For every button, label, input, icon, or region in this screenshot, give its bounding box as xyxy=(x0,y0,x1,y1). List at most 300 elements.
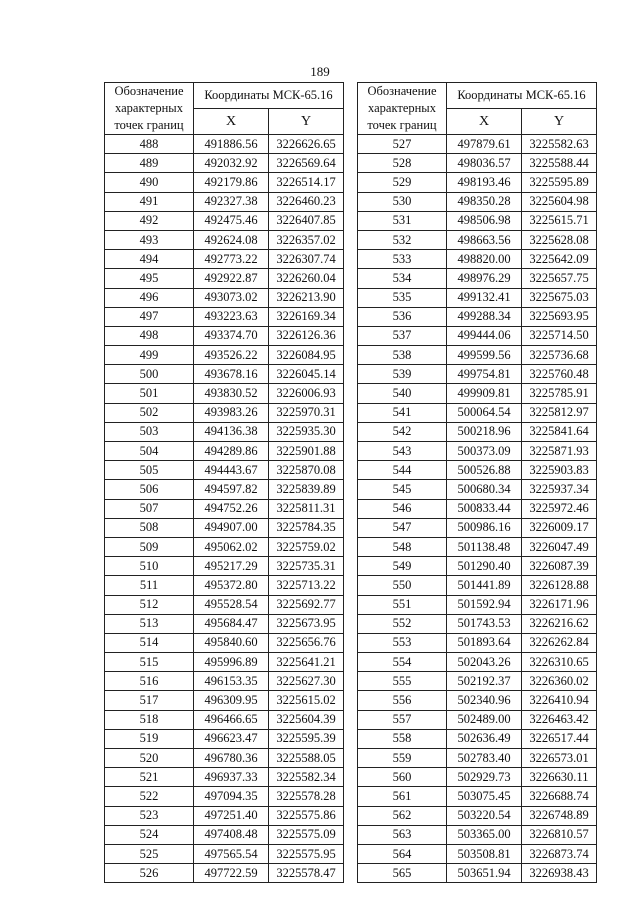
point-number-cell: 542 xyxy=(358,422,447,441)
x-coordinate-cell: 496937.33 xyxy=(194,768,269,787)
point-number-cell: 505 xyxy=(105,461,194,480)
x-coordinate-cell: 495528.54 xyxy=(194,595,269,614)
x-coordinate-cell: 502783.40 xyxy=(447,749,522,768)
x-coordinate-cell: 503508.81 xyxy=(447,844,522,863)
point-number-cell: 539 xyxy=(358,365,447,384)
table-row xyxy=(358,230,597,249)
point-number-cell: 529 xyxy=(358,173,447,192)
x-coordinate-cell: 502489.00 xyxy=(447,710,522,729)
point-number-cell: 492 xyxy=(105,211,194,230)
y-coordinate-cell: 3225714.50 xyxy=(522,326,597,345)
y-coordinate-cell: 3225582.63 xyxy=(522,135,597,154)
y-coordinate-cell: 3225972.46 xyxy=(522,499,597,518)
point-number-cell: 517 xyxy=(105,691,194,710)
point-number-cell: 498 xyxy=(105,326,194,345)
x-coordinate-cell: 498036.57 xyxy=(447,154,522,173)
x-coordinate-cell: 496466.65 xyxy=(194,710,269,729)
y-coordinate-cell: 3225675.03 xyxy=(522,288,597,307)
x-coordinate-cell: 493374.70 xyxy=(194,326,269,345)
point-number-cell: 551 xyxy=(358,595,447,614)
table-row xyxy=(105,749,344,768)
y-coordinate-cell: 3226463.42 xyxy=(522,710,597,729)
point-number-cell: 515 xyxy=(105,653,194,672)
x-coordinate-cell: 496309.95 xyxy=(194,691,269,710)
x-coordinate-cell: 499909.81 xyxy=(447,384,522,403)
coordinates-table-right xyxy=(357,82,597,883)
point-number-cell: 561 xyxy=(358,787,447,806)
table-row xyxy=(358,135,597,154)
y-coordinate-cell: 3225578.28 xyxy=(269,787,344,806)
table-row xyxy=(358,614,597,633)
y-coordinate-cell: 3226514.17 xyxy=(269,173,344,192)
table-row xyxy=(105,633,344,652)
x-coordinate-cell: 492624.08 xyxy=(194,230,269,249)
table-row xyxy=(358,288,597,307)
y-coordinate-cell: 3226169.34 xyxy=(269,307,344,326)
table-row xyxy=(358,557,597,576)
y-coordinate-cell: 3225901.88 xyxy=(269,442,344,461)
x-coordinate-cell: 494289.86 xyxy=(194,442,269,461)
y-coordinate-cell: 3226171.96 xyxy=(522,595,597,614)
x-coordinate-cell: 503220.54 xyxy=(447,806,522,825)
table-row xyxy=(105,461,344,480)
x-coordinate-cell: 493983.26 xyxy=(194,403,269,422)
point-label-header xyxy=(105,83,194,135)
x-coordinate-cell: 502192.37 xyxy=(447,672,522,691)
point-number-cell: 491 xyxy=(105,192,194,211)
x-coordinate-cell: 494752.26 xyxy=(194,499,269,518)
point-number-cell: 533 xyxy=(358,250,447,269)
point-number-cell: 507 xyxy=(105,499,194,518)
y-coordinate-cell: 3226626.65 xyxy=(269,135,344,154)
x-coordinate-cell: 493678.16 xyxy=(194,365,269,384)
y-coordinate-cell: 3225811.31 xyxy=(269,499,344,518)
table-row xyxy=(358,346,597,365)
y-coordinate-cell: 3225759.02 xyxy=(269,537,344,556)
point-number-cell: 526 xyxy=(105,864,194,883)
coordinates-header: Координаты МСК-65.16 xyxy=(194,83,344,109)
x-coordinate-cell: 492773.22 xyxy=(194,250,269,269)
point-number-cell: 512 xyxy=(105,595,194,614)
point-number-cell: 540 xyxy=(358,384,447,403)
y-coordinate-cell: 3225736.68 xyxy=(522,346,597,365)
table-row xyxy=(358,422,597,441)
header-label-line-2: характерных xyxy=(368,101,436,115)
table-row xyxy=(105,288,344,307)
point-number-cell: 560 xyxy=(358,768,447,787)
point-number-cell: 556 xyxy=(358,691,447,710)
table-row xyxy=(105,710,344,729)
point-number-cell: 500 xyxy=(105,365,194,384)
table-row xyxy=(105,844,344,863)
point-number-cell: 564 xyxy=(358,844,447,863)
x-coordinate-cell: 492179.86 xyxy=(194,173,269,192)
point-number-cell: 510 xyxy=(105,557,194,576)
x-coordinate-cell: 501592.94 xyxy=(447,595,522,614)
table-row xyxy=(105,787,344,806)
table-row xyxy=(358,729,597,748)
point-number-cell: 531 xyxy=(358,211,447,230)
x-coordinate-cell: 502340.96 xyxy=(447,691,522,710)
x-coordinate-cell: 495062.02 xyxy=(194,537,269,556)
point-number-cell: 502 xyxy=(105,403,194,422)
y-coordinate-cell: 3225673.95 xyxy=(269,614,344,633)
point-number-cell: 550 xyxy=(358,576,447,595)
x-column-header: X xyxy=(447,109,522,135)
x-coordinate-cell: 500526.88 xyxy=(447,461,522,480)
y-coordinate-cell: 3225735.31 xyxy=(269,557,344,576)
x-coordinate-cell: 501138.48 xyxy=(447,537,522,556)
y-coordinate-cell: 3225785.91 xyxy=(522,384,597,403)
table-row xyxy=(105,346,344,365)
y-coordinate-cell: 3225588.44 xyxy=(522,154,597,173)
y-coordinate-cell: 3225615.02 xyxy=(269,691,344,710)
y-coordinate-cell: 3225604.39 xyxy=(269,710,344,729)
y-coordinate-cell: 3225692.77 xyxy=(269,595,344,614)
table-row xyxy=(105,211,344,230)
y-coordinate-cell: 3225595.89 xyxy=(522,173,597,192)
point-number-cell: 548 xyxy=(358,537,447,556)
table-row xyxy=(105,537,344,556)
y-coordinate-cell: 3226360.02 xyxy=(522,672,597,691)
x-column-header: X xyxy=(194,109,269,135)
y-coordinate-cell: 3225588.05 xyxy=(269,749,344,768)
table-row xyxy=(105,864,344,883)
x-coordinate-cell: 494443.67 xyxy=(194,461,269,480)
table-row xyxy=(358,633,597,652)
x-coordinate-cell: 497408.48 xyxy=(194,825,269,844)
x-coordinate-cell: 493223.63 xyxy=(194,307,269,326)
table-row xyxy=(358,461,597,480)
table-row xyxy=(105,595,344,614)
y-coordinate-cell: 3226307.74 xyxy=(269,250,344,269)
table-row xyxy=(358,825,597,844)
y-coordinate-cell: 3226006.93 xyxy=(269,384,344,403)
y-coordinate-cell: 3225784.35 xyxy=(269,518,344,537)
point-number-cell: 545 xyxy=(358,480,447,499)
point-number-cell: 508 xyxy=(105,518,194,537)
y-coordinate-cell: 3225870.08 xyxy=(269,461,344,480)
y-coordinate-cell: 3225575.09 xyxy=(269,825,344,844)
x-coordinate-cell: 498506.98 xyxy=(447,211,522,230)
point-number-cell: 488 xyxy=(105,135,194,154)
y-column-header: Y xyxy=(522,109,597,135)
y-coordinate-cell: 3225693.95 xyxy=(522,307,597,326)
point-number-cell: 522 xyxy=(105,787,194,806)
table-row xyxy=(105,806,344,825)
y-coordinate-cell: 3226310.65 xyxy=(522,653,597,672)
x-coordinate-cell: 501441.89 xyxy=(447,576,522,595)
x-coordinate-cell: 496153.35 xyxy=(194,672,269,691)
point-number-cell: 554 xyxy=(358,653,447,672)
x-coordinate-cell: 495996.89 xyxy=(194,653,269,672)
y-coordinate-cell: 3226084.95 xyxy=(269,346,344,365)
point-number-cell: 534 xyxy=(358,269,447,288)
x-coordinate-cell: 499132.41 xyxy=(447,288,522,307)
header-label-line-3: точек границ xyxy=(114,118,184,132)
x-coordinate-cell: 495217.29 xyxy=(194,557,269,576)
x-coordinate-cell: 495684.47 xyxy=(194,614,269,633)
x-coordinate-cell: 497251.40 xyxy=(194,806,269,825)
table-row xyxy=(358,442,597,461)
table-row xyxy=(358,480,597,499)
table-row xyxy=(105,384,344,403)
y-coordinate-cell: 3226045.14 xyxy=(269,365,344,384)
point-number-cell: 543 xyxy=(358,442,447,461)
table-row xyxy=(105,250,344,269)
table-row xyxy=(358,518,597,537)
y-coordinate-cell: 3225970.31 xyxy=(269,403,344,422)
y-coordinate-cell: 3226216.62 xyxy=(522,614,597,633)
table-row xyxy=(105,403,344,422)
table-row xyxy=(105,230,344,249)
table-row xyxy=(358,672,597,691)
y-coordinate-cell: 3225937.34 xyxy=(522,480,597,499)
point-number-cell: 525 xyxy=(105,844,194,863)
table-row xyxy=(358,787,597,806)
y-coordinate-cell: 3225575.86 xyxy=(269,806,344,825)
x-coordinate-cell: 502929.73 xyxy=(447,768,522,787)
x-coordinate-cell: 501743.53 xyxy=(447,614,522,633)
table-row xyxy=(358,173,597,192)
table-row xyxy=(105,672,344,691)
x-coordinate-cell: 498193.46 xyxy=(447,173,522,192)
point-number-cell: 519 xyxy=(105,729,194,748)
point-number-cell: 521 xyxy=(105,768,194,787)
x-coordinate-cell: 492475.46 xyxy=(194,211,269,230)
table-row xyxy=(358,365,597,384)
table-row xyxy=(105,691,344,710)
y-coordinate-cell: 3225615.71 xyxy=(522,211,597,230)
point-number-cell: 565 xyxy=(358,864,447,883)
table-row xyxy=(358,844,597,863)
x-coordinate-cell: 501893.64 xyxy=(447,633,522,652)
point-number-cell: 537 xyxy=(358,326,447,345)
y-coordinate-cell: 3226262.84 xyxy=(522,633,597,652)
y-coordinate-cell: 3226410.94 xyxy=(522,691,597,710)
x-coordinate-cell: 500373.09 xyxy=(447,442,522,461)
x-coordinate-cell: 503651.94 xyxy=(447,864,522,883)
x-coordinate-cell: 500218.96 xyxy=(447,422,522,441)
table-row xyxy=(358,499,597,518)
table-row xyxy=(105,422,344,441)
table-row xyxy=(358,537,597,556)
x-coordinate-cell: 499288.34 xyxy=(447,307,522,326)
x-coordinate-cell: 500986.16 xyxy=(447,518,522,537)
table-row xyxy=(358,154,597,173)
x-coordinate-cell: 498976.29 xyxy=(447,269,522,288)
table-row xyxy=(105,729,344,748)
table-row xyxy=(105,442,344,461)
table-row xyxy=(105,653,344,672)
y-coordinate-cell: 3225627.30 xyxy=(269,672,344,691)
point-number-cell: 506 xyxy=(105,480,194,499)
table-row xyxy=(358,768,597,787)
header-label-line-1: Обозначение xyxy=(367,84,437,98)
x-coordinate-cell: 494907.00 xyxy=(194,518,269,537)
y-coordinate-cell: 3225713.22 xyxy=(269,576,344,595)
table-row xyxy=(358,307,597,326)
point-number-cell: 546 xyxy=(358,499,447,518)
table-row xyxy=(358,192,597,211)
point-number-cell: 557 xyxy=(358,710,447,729)
point-number-cell: 504 xyxy=(105,442,194,461)
table-row xyxy=(358,691,597,710)
table-row xyxy=(358,250,597,269)
point-number-cell: 555 xyxy=(358,672,447,691)
y-coordinate-cell: 3226873.74 xyxy=(522,844,597,863)
point-label-header xyxy=(358,83,447,135)
y-coordinate-cell: 3225812.97 xyxy=(522,403,597,422)
table-row xyxy=(358,576,597,595)
y-coordinate-cell: 3225604.98 xyxy=(522,192,597,211)
table-row xyxy=(358,749,597,768)
point-number-cell: 501 xyxy=(105,384,194,403)
table-row xyxy=(358,403,597,422)
x-coordinate-cell: 501290.40 xyxy=(447,557,522,576)
table-row xyxy=(358,864,597,883)
point-number-cell: 518 xyxy=(105,710,194,729)
y-coordinate-cell: 3225595.39 xyxy=(269,729,344,748)
point-number-cell: 489 xyxy=(105,154,194,173)
y-coordinate-cell: 3226810.57 xyxy=(522,825,597,844)
x-coordinate-cell: 496623.47 xyxy=(194,729,269,748)
point-number-cell: 563 xyxy=(358,825,447,844)
point-number-cell: 497 xyxy=(105,307,194,326)
table-row xyxy=(105,365,344,384)
table-row xyxy=(105,614,344,633)
table-row xyxy=(105,173,344,192)
table-row xyxy=(105,768,344,787)
y-coordinate-cell: 3226260.04 xyxy=(269,269,344,288)
y-coordinate-cell: 3226517.44 xyxy=(522,729,597,748)
table-body xyxy=(358,135,597,883)
y-coordinate-cell: 3226569.64 xyxy=(269,154,344,173)
y-coordinate-cell: 3225582.34 xyxy=(269,768,344,787)
point-number-cell: 527 xyxy=(358,135,447,154)
point-number-cell: 544 xyxy=(358,461,447,480)
x-coordinate-cell: 503365.00 xyxy=(447,825,522,844)
point-number-cell: 552 xyxy=(358,614,447,633)
table-row xyxy=(358,806,597,825)
y-coordinate-cell: 3225628.08 xyxy=(522,230,597,249)
table-row xyxy=(105,135,344,154)
point-number-cell: 509 xyxy=(105,537,194,556)
point-number-cell: 520 xyxy=(105,749,194,768)
table-row xyxy=(358,710,597,729)
y-coordinate-cell: 3226460.23 xyxy=(269,192,344,211)
header-label-line-2: характерных xyxy=(115,101,183,115)
x-coordinate-cell: 498820.00 xyxy=(447,250,522,269)
x-coordinate-cell: 496780.36 xyxy=(194,749,269,768)
y-coordinate-cell: 3226630.11 xyxy=(522,768,597,787)
x-coordinate-cell: 500064.54 xyxy=(447,403,522,422)
page-number: 189 xyxy=(310,64,330,79)
x-coordinate-cell: 493526.22 xyxy=(194,346,269,365)
point-number-cell: 490 xyxy=(105,173,194,192)
table-row xyxy=(358,653,597,672)
x-coordinate-cell: 493073.02 xyxy=(194,288,269,307)
point-number-cell: 511 xyxy=(105,576,194,595)
header-label-line-1: Обозначение xyxy=(114,84,184,98)
table-body xyxy=(105,135,344,883)
x-coordinate-cell: 492327.38 xyxy=(194,192,269,211)
x-coordinate-cell: 492032.92 xyxy=(194,154,269,173)
x-coordinate-cell: 497565.54 xyxy=(194,844,269,863)
point-number-cell: 562 xyxy=(358,806,447,825)
table-row xyxy=(105,307,344,326)
y-coordinate-cell: 3226213.90 xyxy=(269,288,344,307)
point-number-cell: 558 xyxy=(358,729,447,748)
table-row xyxy=(358,269,597,288)
point-number-cell: 535 xyxy=(358,288,447,307)
y-coordinate-cell: 3226357.02 xyxy=(269,230,344,249)
y-coordinate-cell: 3226938.43 xyxy=(522,864,597,883)
x-coordinate-cell: 500833.44 xyxy=(447,499,522,518)
y-coordinate-cell: 3225871.93 xyxy=(522,442,597,461)
table-row xyxy=(358,326,597,345)
table-row xyxy=(105,192,344,211)
x-coordinate-cell: 492922.87 xyxy=(194,269,269,288)
x-coordinate-cell: 497879.61 xyxy=(447,135,522,154)
x-coordinate-cell: 498663.56 xyxy=(447,230,522,249)
x-coordinate-cell: 502636.49 xyxy=(447,729,522,748)
table-row xyxy=(105,557,344,576)
point-number-cell: 541 xyxy=(358,403,447,422)
coordinates-header: Координаты МСК-65.16 xyxy=(447,83,597,109)
x-coordinate-cell: 494136.38 xyxy=(194,422,269,441)
point-number-cell: 499 xyxy=(105,346,194,365)
y-coordinate-cell: 3225641.21 xyxy=(269,653,344,672)
x-coordinate-cell: 495840.60 xyxy=(194,633,269,652)
y-coordinate-cell: 3225839.89 xyxy=(269,480,344,499)
table-row xyxy=(358,211,597,230)
y-coordinate-cell: 3225935.30 xyxy=(269,422,344,441)
y-coordinate-cell: 3226128.88 xyxy=(522,576,597,595)
table-row xyxy=(105,154,344,173)
y-coordinate-cell: 3226047.49 xyxy=(522,537,597,556)
point-number-cell: 536 xyxy=(358,307,447,326)
y-coordinate-cell: 3226688.74 xyxy=(522,787,597,806)
point-number-cell: 559 xyxy=(358,749,447,768)
y-coordinate-cell: 3226126.36 xyxy=(269,326,344,345)
point-number-cell: 553 xyxy=(358,633,447,652)
point-number-cell: 503 xyxy=(105,422,194,441)
table-row xyxy=(105,518,344,537)
point-number-cell: 516 xyxy=(105,672,194,691)
point-number-cell: 493 xyxy=(105,230,194,249)
x-coordinate-cell: 499599.56 xyxy=(447,346,522,365)
x-coordinate-cell: 495372.80 xyxy=(194,576,269,595)
x-coordinate-cell: 493830.52 xyxy=(194,384,269,403)
point-number-cell: 547 xyxy=(358,518,447,537)
y-coordinate-cell: 3226573.01 xyxy=(522,749,597,768)
x-coordinate-cell: 502043.26 xyxy=(447,653,522,672)
y-column-header: Y xyxy=(269,109,344,135)
y-coordinate-cell: 3225657.75 xyxy=(522,269,597,288)
point-number-cell: 496 xyxy=(105,288,194,307)
y-coordinate-cell: 3225575.95 xyxy=(269,844,344,863)
point-number-cell: 494 xyxy=(105,250,194,269)
table-row xyxy=(105,825,344,844)
x-coordinate-cell: 499444.06 xyxy=(447,326,522,345)
y-coordinate-cell: 3225760.48 xyxy=(522,365,597,384)
y-coordinate-cell: 3226087.39 xyxy=(522,557,597,576)
y-coordinate-cell: 3225656.76 xyxy=(269,633,344,652)
table-row xyxy=(105,499,344,518)
point-number-cell: 549 xyxy=(358,557,447,576)
table-row xyxy=(105,269,344,288)
